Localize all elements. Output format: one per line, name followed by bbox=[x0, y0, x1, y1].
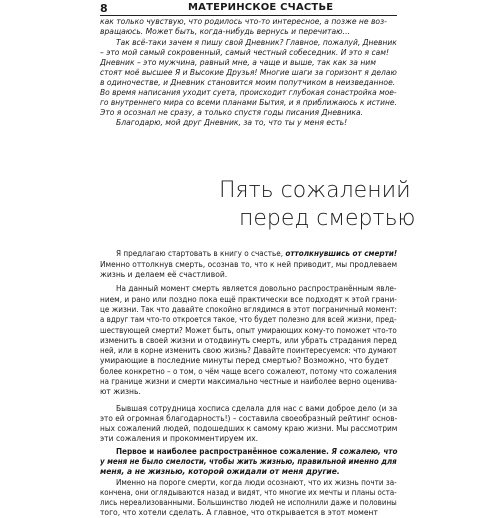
body-line: Первое и наиболее распространённое сожаление. Я сожалею, что bbox=[116, 447, 398, 456]
body-line: а вдруг там что-то откроется такое, что будет полезно для всей жизни, пред- bbox=[100, 315, 397, 324]
intro-line: Во время написания уходит суета, происходит глубокая сонастройка мое- bbox=[100, 88, 397, 97]
body-line: эти сожаления и прокомментируем их. bbox=[100, 434, 259, 443]
page-number: 8 bbox=[100, 2, 108, 15]
body-line: на границе жизни и смерти максимально честные и наиболее верно оценива- bbox=[100, 377, 398, 386]
intro-line: го внутреннего мира со всеми планами Бытия, и я приближаюсь к истине. bbox=[100, 98, 397, 107]
body-line: жизнь и делаем её счастливой. bbox=[100, 270, 228, 279]
body-line: Именно оттолкнув смерть, осознав то, что к ней приводит, мы продлеваем bbox=[100, 260, 398, 269]
intro-line: в одиночестве, и Дневник становится моим попутчиком в неизведанное. bbox=[100, 78, 396, 87]
section-title-line-1: Пять сожалений bbox=[219, 178, 411, 203]
body-line: Бывшая сотрудница хосписа сделала для нас с вами доброе дело (и за bbox=[116, 404, 398, 413]
running-title: МАТЕРИНСКОЕ СЧАСТЬЕ bbox=[188, 2, 334, 13]
body-line: ют жизнь. bbox=[100, 387, 141, 396]
intro-line: – это мой самый сокровенный, самый честный собеседник. И это я сам! bbox=[100, 48, 390, 57]
body-line: Я предлагаю стартовать в книгу о счастье, оттолкнувшись от смерти! bbox=[116, 249, 398, 258]
body-line: це жизни. Так что давайте спокойно вглядимся в этот пограничный момент: bbox=[100, 305, 397, 314]
body-line: у меня не было смелости, чтобы жить жизнью, правильной именно для bbox=[100, 457, 397, 466]
body-line: шествующей смерти? Может быть, опыт умирающих кому-то поможет что-то bbox=[100, 326, 397, 335]
intro-line: Благодарю, мой друг Дневник, за то, что ты у меня есть! bbox=[116, 118, 348, 127]
body-line: это ей огромная благодарность!) – составила своеобразный рейтинг основ- bbox=[100, 414, 398, 423]
section-title-line-2: перед смертью bbox=[239, 206, 416, 231]
intro-line: вращаюсь. Может быть, когда-нибудь вернусь и перечитаю… bbox=[100, 27, 351, 36]
body-line: изменить в своей жизни и отодвинуть смерть, или убрать страдания перед bbox=[100, 336, 397, 345]
intro-line: как только чувствую, что родилось что-то интересное, а позже не воз- bbox=[100, 17, 387, 26]
body-line: Именно на пороге смерти, когда люди осознают, что их жизнь почти за- bbox=[116, 478, 397, 487]
body-line: того, что хотели сделать. А главное, что открывается в этот момент bbox=[100, 508, 378, 517]
intro-line: Это я осознал не сразу, а только спустя годы писания Дневника. bbox=[100, 108, 364, 117]
intro-line: Дневник – это мужчина, равный мне, а чаще и выше, так как за ним bbox=[100, 58, 376, 67]
body-line: На данный момент смерть является довольно распространённым явле- bbox=[116, 284, 397, 293]
body-line: нием, и рано или поздно пока ещё практически все подходят к этой грани- bbox=[100, 295, 397, 304]
header-rule bbox=[100, 15, 397, 16]
body-line: ных сожалений людей, подошедших к самому краю жизни. Мы рассмотрим bbox=[100, 424, 398, 433]
page-header bbox=[100, 2, 397, 16]
intro-line: стоят моё высшее Я и Высокие Друзья! Многие шаги за горизонт я делаю bbox=[100, 68, 397, 77]
body-line: умирающие в последние минуты перед смертью? Возможно, что будет bbox=[100, 356, 389, 365]
body-line: более конкретно – о том, о чём чаще всего сожалеют, потому что сожаления bbox=[100, 367, 397, 376]
body-line: лись нереализованными. Большинство людей не исполнили даже и половины bbox=[100, 498, 397, 507]
body-line: меня, а не жизнью, которой ожидали от меня другие. bbox=[100, 467, 340, 476]
body-line: ней, или в корне изменить свою жизнь? Давайте поинтересуемся: что думают bbox=[100, 346, 397, 355]
emphasis: оттолкнувшись от смерти! bbox=[285, 249, 398, 258]
body-line: кончена, они оглядываются назад и видят, что многие их мечты и планы оста- bbox=[100, 488, 397, 497]
intro-line: Так всё-таки зачем я пишу свой Дневник? Главное, пожалуй, Дневник bbox=[116, 38, 397, 47]
emphasis: Первое и наиболее распространённое сожаление. bbox=[116, 447, 329, 456]
